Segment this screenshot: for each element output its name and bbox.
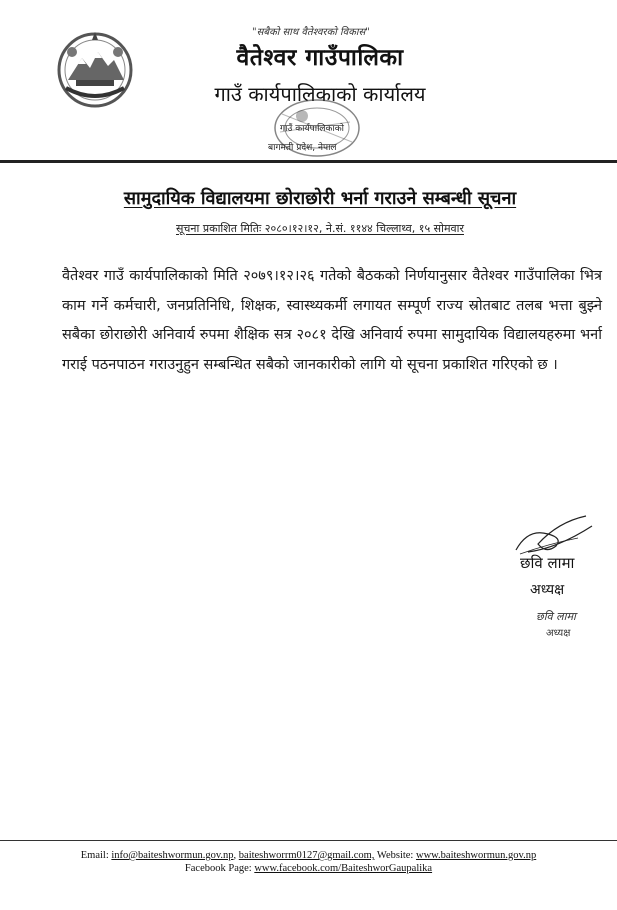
nepal-emblem-icon — [52, 28, 138, 110]
publish-date: सूचना प्रकाशित मितिः २०८०।१२।१२, ने.सं. ११४४ चिल्लाथ्व, १५ सोमवार — [175, 222, 464, 235]
signature-stamp-title: अध्यक्ष — [546, 628, 571, 639]
footer-divider — [0, 840, 617, 841]
email-secondary-link[interactable]: baiteshworrm0127@gmail.com, — [238, 850, 375, 861]
stamp-text-line1: गाउँ कार्यपालिकाको — [280, 124, 345, 134]
signature-stamp-name: छवि लामा — [536, 610, 576, 623]
notice-body: वैतेश्वर गाउँ कार्यपालिकाको मिति २०७९।१२।२६ गतेको बैठकको निर्णयानुसार वैतेश्वर गाउँपालिका भित्र काम गर्ने कर्मचारी, जनप्रतिनिधि, शिक्षक, स्वास्थ्यकर्मी लगायत सम्पूर्ण राज्य स्रोतबाट तलब भत्ता बुझ्ने सबैका छोराछोरी अनिवार्य रुपमा शैक्षिक सत्र २०८१ देखि अनिवार्य रुपमा सामुदायिक विद्यालयहरुमा भर्ना गराई पठनपाठन गराउनुहुन सम्बन्धित सबैको जानकारीको लागि यो सूचना प्रकाशित गरिएको छ । — [62, 268, 602, 373]
website-label: Website: — [376, 850, 414, 861]
signatory-title: अध्यक्ष — [530, 582, 565, 598]
footer-line1: Email: info@baiteshwormun.gov.np, baiteshworrm0127@gmail.com, Website: www.baiteshwormun.gov.np — [80, 850, 537, 861]
office-name: गाउँ कार्यपालिकाको कार्यालय — [214, 82, 426, 106]
notice-title: सामुदायिक विद्यालयमा छोराछोरी भर्ना गराउने सम्बन्धी सूचना — [123, 188, 517, 209]
header-divider — [0, 160, 617, 163]
email-label: Email: — [80, 850, 109, 861]
facebook-link[interactable]: www.facebook.com/BaiteshworGaupalika — [254, 863, 433, 874]
slogan: "सबैको साथ वैतेश्वरको विकास" — [252, 27, 370, 38]
stamp-text-line2: बागमती प्रदेश, नेपाल — [268, 143, 337, 153]
signature-scribble-icon — [508, 508, 598, 558]
footer-line2 — [20, 862, 597, 875]
footer — [20, 849, 597, 875]
signatory-name: छवि लामा — [520, 554, 575, 572]
facebook-label: Facebook Page: — [184, 863, 252, 874]
email-primary-link[interactable]: info@baiteshwormun.gov.np — [111, 850, 234, 861]
municipality-name: वैतेश्वर गाउँपालिका — [236, 45, 404, 71]
website-link[interactable]: www.baiteshwormun.gov.np — [415, 850, 537, 861]
